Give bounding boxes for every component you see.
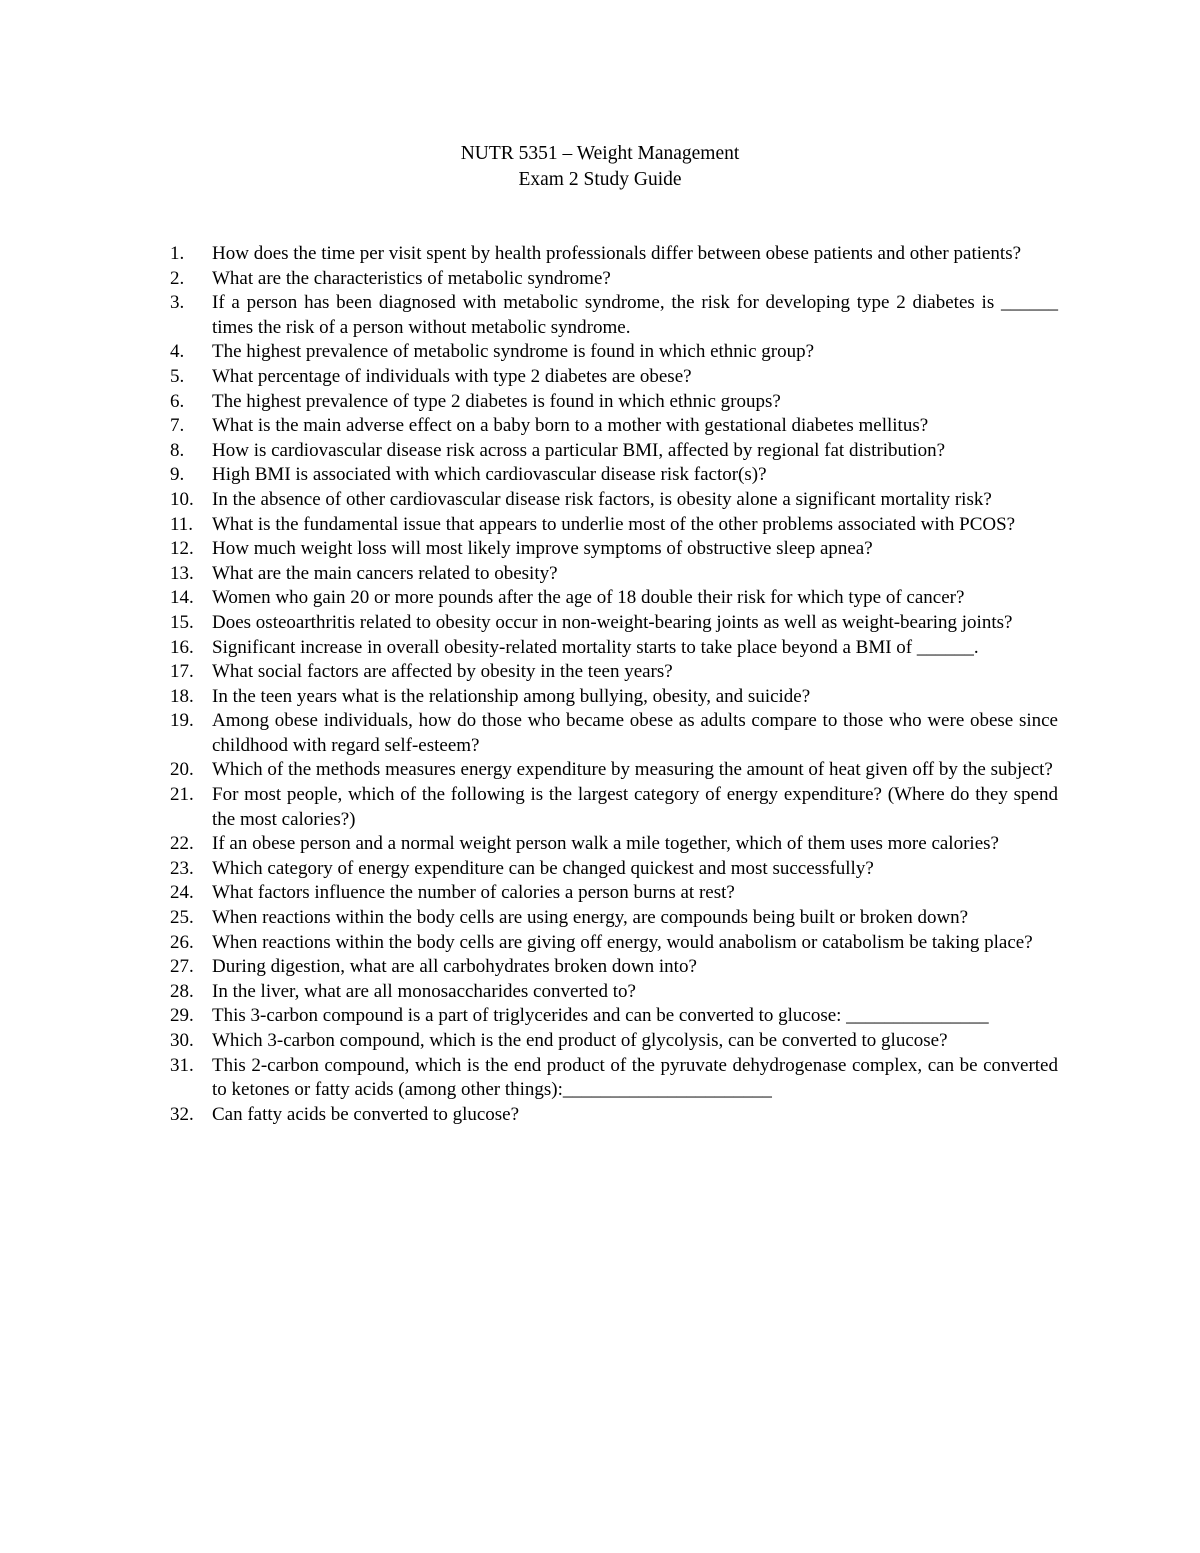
question-number: 17. bbox=[170, 661, 194, 683]
question-item bbox=[170, 439, 1058, 464]
question-number: 28. bbox=[170, 980, 194, 1002]
question-number: 29. bbox=[170, 1005, 194, 1027]
question-item bbox=[170, 660, 1058, 685]
question-text: In the teen years what is the relationship among bullying, obesity, and suicide? bbox=[212, 685, 811, 707]
question-item bbox=[170, 390, 1058, 415]
question-number: 23. bbox=[170, 857, 194, 879]
question-number: 16. bbox=[170, 636, 194, 658]
question-text: What factors influence the number of calories a person burns at rest? bbox=[212, 882, 735, 904]
question-text: What social factors are affected by obesity in the teen years? bbox=[212, 661, 673, 683]
question-text: When reactions within the body cells are using energy, are compounds being built or broken down? bbox=[212, 907, 969, 929]
question-item bbox=[170, 857, 1058, 882]
question-number: 3. bbox=[170, 292, 185, 314]
question-number: 22. bbox=[170, 833, 194, 855]
question-number: 1. bbox=[170, 243, 185, 264]
question-number: 5. bbox=[170, 365, 185, 387]
question-item bbox=[170, 955, 1058, 980]
question-item bbox=[170, 685, 1058, 710]
question-number: 7. bbox=[170, 415, 185, 437]
question-number: 18. bbox=[170, 685, 194, 707]
question-text: This 3-carbon compound is a part of triglycerides and can be converted to glucose: _______________ bbox=[212, 1005, 989, 1027]
question-number: 19. bbox=[170, 710, 194, 732]
question-text: When reactions within the body cells are giving off energy, would anabolism or catabolism be taking place? bbox=[212, 931, 1033, 953]
question-item bbox=[170, 488, 1058, 513]
question-text: How much weight loss will most likely improve symptoms of obstructive sleep apnea? bbox=[212, 538, 873, 560]
question-text: What is the fundamental issue that appears to underlie most of the other problems associated with PCOS? bbox=[212, 513, 1016, 535]
question-item bbox=[170, 586, 1058, 611]
question-number: 14. bbox=[170, 587, 194, 609]
question-text: High BMI is associated with which cardiovascular disease risk factor(s)? bbox=[212, 464, 767, 486]
question-text: Among obese individuals, how do those who became obese as adults compare to those who were obese since childhood with regard self-esteem? bbox=[212, 710, 1058, 756]
question-number: 32. bbox=[170, 1103, 194, 1125]
question-item bbox=[170, 414, 1058, 439]
question-text: Women who gain 20 or more pounds after the age of 18 double their risk for which type of cancer? bbox=[212, 587, 965, 609]
question-text: Which category of energy expenditure can be changed quickest and most successfully? bbox=[212, 857, 874, 879]
question-item bbox=[170, 636, 1058, 661]
question-item bbox=[170, 1029, 1058, 1054]
question-text: If a person has been diagnosed with metabolic syndrome, the risk for developing type 2 diabetes is ______ times the risk of a person without metabolic syndrome. bbox=[212, 292, 1058, 338]
question-item bbox=[170, 365, 1058, 390]
question-text: How does the time per visit spent by health professionals differ between obese patients and other patients? bbox=[212, 243, 1022, 264]
question-item bbox=[170, 513, 1058, 538]
question-number: 13. bbox=[170, 562, 194, 584]
question-number: 12. bbox=[170, 538, 194, 560]
question-number: 10. bbox=[170, 488, 194, 510]
question-text: Can fatty acids be converted to glucose? bbox=[212, 1103, 520, 1125]
question-item bbox=[170, 1103, 1058, 1128]
question-item bbox=[170, 980, 1058, 1005]
question-item bbox=[170, 291, 1058, 340]
question-text: The highest prevalence of type 2 diabetes is found in which ethnic groups? bbox=[212, 390, 781, 412]
document-header bbox=[0, 141, 1200, 193]
question-number: 20. bbox=[170, 759, 194, 781]
question-text: During digestion, what are all carbohydrates broken down into? bbox=[212, 956, 697, 978]
question-number: 9. bbox=[170, 464, 185, 486]
question-text: Significant increase in overall obesity-related mortality starts to take place beyond a BMI of ______. bbox=[212, 636, 979, 658]
question-text: Which of the methods measures energy expenditure by measuring the amount of heat given off by the subject? bbox=[212, 759, 1053, 781]
question-text: What are the main cancers related to obesity? bbox=[212, 562, 558, 584]
question-item bbox=[170, 758, 1058, 783]
question-number: 11. bbox=[170, 513, 194, 535]
question-text: If an obese person and a normal weight person walk a mile together, which of them uses more calories? bbox=[212, 833, 999, 855]
question-text: Which 3-carbon compound, which is the end product of glycolysis, can be converted to glucose? bbox=[212, 1030, 948, 1051]
question-item bbox=[170, 832, 1058, 857]
question-number: 24. bbox=[170, 882, 194, 904]
question-number: 6. bbox=[170, 390, 185, 412]
question-number: 4. bbox=[170, 341, 185, 363]
question-item bbox=[170, 267, 1058, 292]
question-text: How is cardiovascular disease risk across a particular BMI, affected by regional fat distribution? bbox=[212, 439, 946, 461]
question-number: 2. bbox=[170, 267, 185, 289]
question-text: In the liver, what are all monosaccharides converted to? bbox=[212, 980, 636, 1002]
question-text: What are the characteristics of metabolic syndrome? bbox=[212, 267, 611, 289]
question-item bbox=[170, 783, 1058, 832]
question-number: 30. bbox=[170, 1030, 194, 1051]
question-item bbox=[170, 709, 1058, 758]
document-title: NUTR 5351 – Weight Management bbox=[460, 143, 740, 164]
question-number: 27. bbox=[170, 956, 194, 978]
question-item bbox=[170, 463, 1058, 488]
document-subtitle: Exam 2 Study Guide bbox=[518, 169, 682, 190]
question-list bbox=[170, 242, 1058, 1127]
question-number: 31. bbox=[170, 1054, 194, 1076]
question-item bbox=[170, 1004, 1058, 1029]
question-item bbox=[170, 340, 1058, 365]
question-text: The highest prevalence of metabolic syndrome is found in which ethnic group? bbox=[212, 341, 815, 363]
question-item bbox=[170, 881, 1058, 906]
question-item bbox=[170, 242, 1058, 267]
question-text: This 2-carbon compound, which is the end product of the pyruvate dehydrogenase complex, can be converted to ketones or fatty acids (among other things):______________________ bbox=[212, 1054, 1058, 1101]
question-item bbox=[170, 562, 1058, 587]
question-number: 26. bbox=[170, 931, 194, 953]
question-item bbox=[170, 906, 1058, 931]
question-number: 25. bbox=[170, 907, 194, 929]
question-text: Does osteoarthritis related to obesity occur in non-weight-bearing joints as well as weight-bearing joints? bbox=[212, 611, 1013, 633]
question-item bbox=[170, 611, 1058, 636]
question-text: In the absence of other cardiovascular disease risk factors, is obesity alone a significant mortality risk? bbox=[212, 488, 992, 510]
question-text: For most people, which of the following is the largest category of energy expenditure? (Where do they spend the most calories?) bbox=[212, 784, 1058, 830]
question-item bbox=[170, 1054, 1058, 1103]
question-text: What is the main adverse effect on a baby born to a mother with gestational diabetes mellitus? bbox=[212, 415, 929, 437]
question-number: 15. bbox=[170, 611, 194, 633]
question-item bbox=[170, 931, 1058, 956]
question-number: 8. bbox=[170, 439, 185, 461]
question-text: What percentage of individuals with type 2 diabetes are obese? bbox=[212, 365, 692, 387]
question-item bbox=[170, 537, 1058, 562]
question-number: 21. bbox=[170, 784, 194, 806]
